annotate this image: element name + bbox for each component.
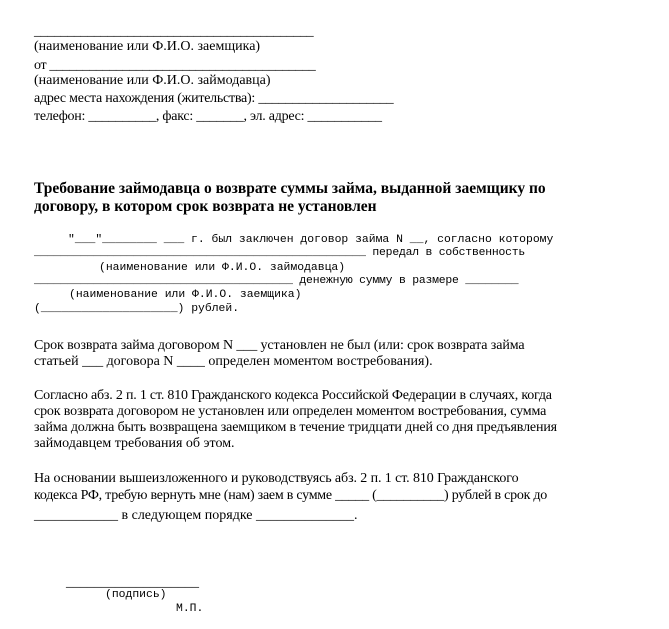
document-title-line-2: договору, в котором срок возврата не установлен (34, 198, 377, 215)
contacts-line: телефон: __________, факс: _______, эл. адрес: ___________ (34, 109, 382, 124)
paragraph-2-line-4: займодавцем требования об этом. (34, 436, 235, 451)
paragraph-2-line-2: срок возврата договором не установлен или определен моментом востребования, сумма (34, 404, 547, 419)
form-line-2: __________________________________________________ передал в собственность (34, 247, 526, 259)
paragraph-2-line-1: Согласно абз. 2 п. 1 ст. 810 Гражданского кодекса Российской Федерации в случаях, когда (34, 388, 552, 403)
addressee-blank-line: __________________________________________ (34, 24, 314, 39)
signature-caption: (подпись) (105, 589, 167, 601)
paragraph-1-line-1: Срок возврата займа договором N ___ установлен не был (или: срок возврата займа (34, 338, 525, 353)
seal-placeholder: М.П. (176, 603, 204, 615)
paragraph-1-line-2: статьей ___ договора N ____ определен моментом востребования). (34, 354, 433, 369)
form-amount-line: (____________________) рублей. (34, 303, 240, 315)
paragraph-2-line-3: займа должна быть возвращена заемщиком в течение тридцати дней со дня предъявления (34, 420, 557, 435)
paragraph-3-line-1: На основании вышеизложенного и руководствуясь абз. 2 п. 1 ст. 810 Гражданского (34, 471, 519, 486)
address-line: адрес места нахождения (жительства): ____________________ (34, 91, 394, 106)
paragraph-3-line-3: ____________ в следующем порядке ______________. (34, 508, 358, 523)
signature-line: ___________________ (66, 575, 199, 590)
sender-caption: (наименование или Ф.И.О. займодавца) (34, 73, 271, 88)
sender-line: от ________________________________________ (34, 58, 316, 73)
form-borrower-caption: (наименование или Ф.И.О. заемщика) (69, 289, 302, 301)
addressee-caption: (наименование или Ф.И.О. заемщика) (34, 39, 261, 54)
form-line-4: _______________________________________ денежную сумму в размере ________ (34, 275, 519, 287)
form-line-1: "___"________ ___ г. был заключен договор займа N __, согласно которому (68, 234, 554, 246)
form-lender-caption: (наименование или Ф.И.О. займодавца) (99, 262, 346, 274)
paragraph-3-line-2: кодекса РФ, требую вернуть мне (нам) заем в сумме _____ (__________) рублей в срок до (34, 488, 548, 503)
document-title-line-1: Требование займодавца о возврате суммы займа, выданной заемщику по (34, 180, 546, 197)
